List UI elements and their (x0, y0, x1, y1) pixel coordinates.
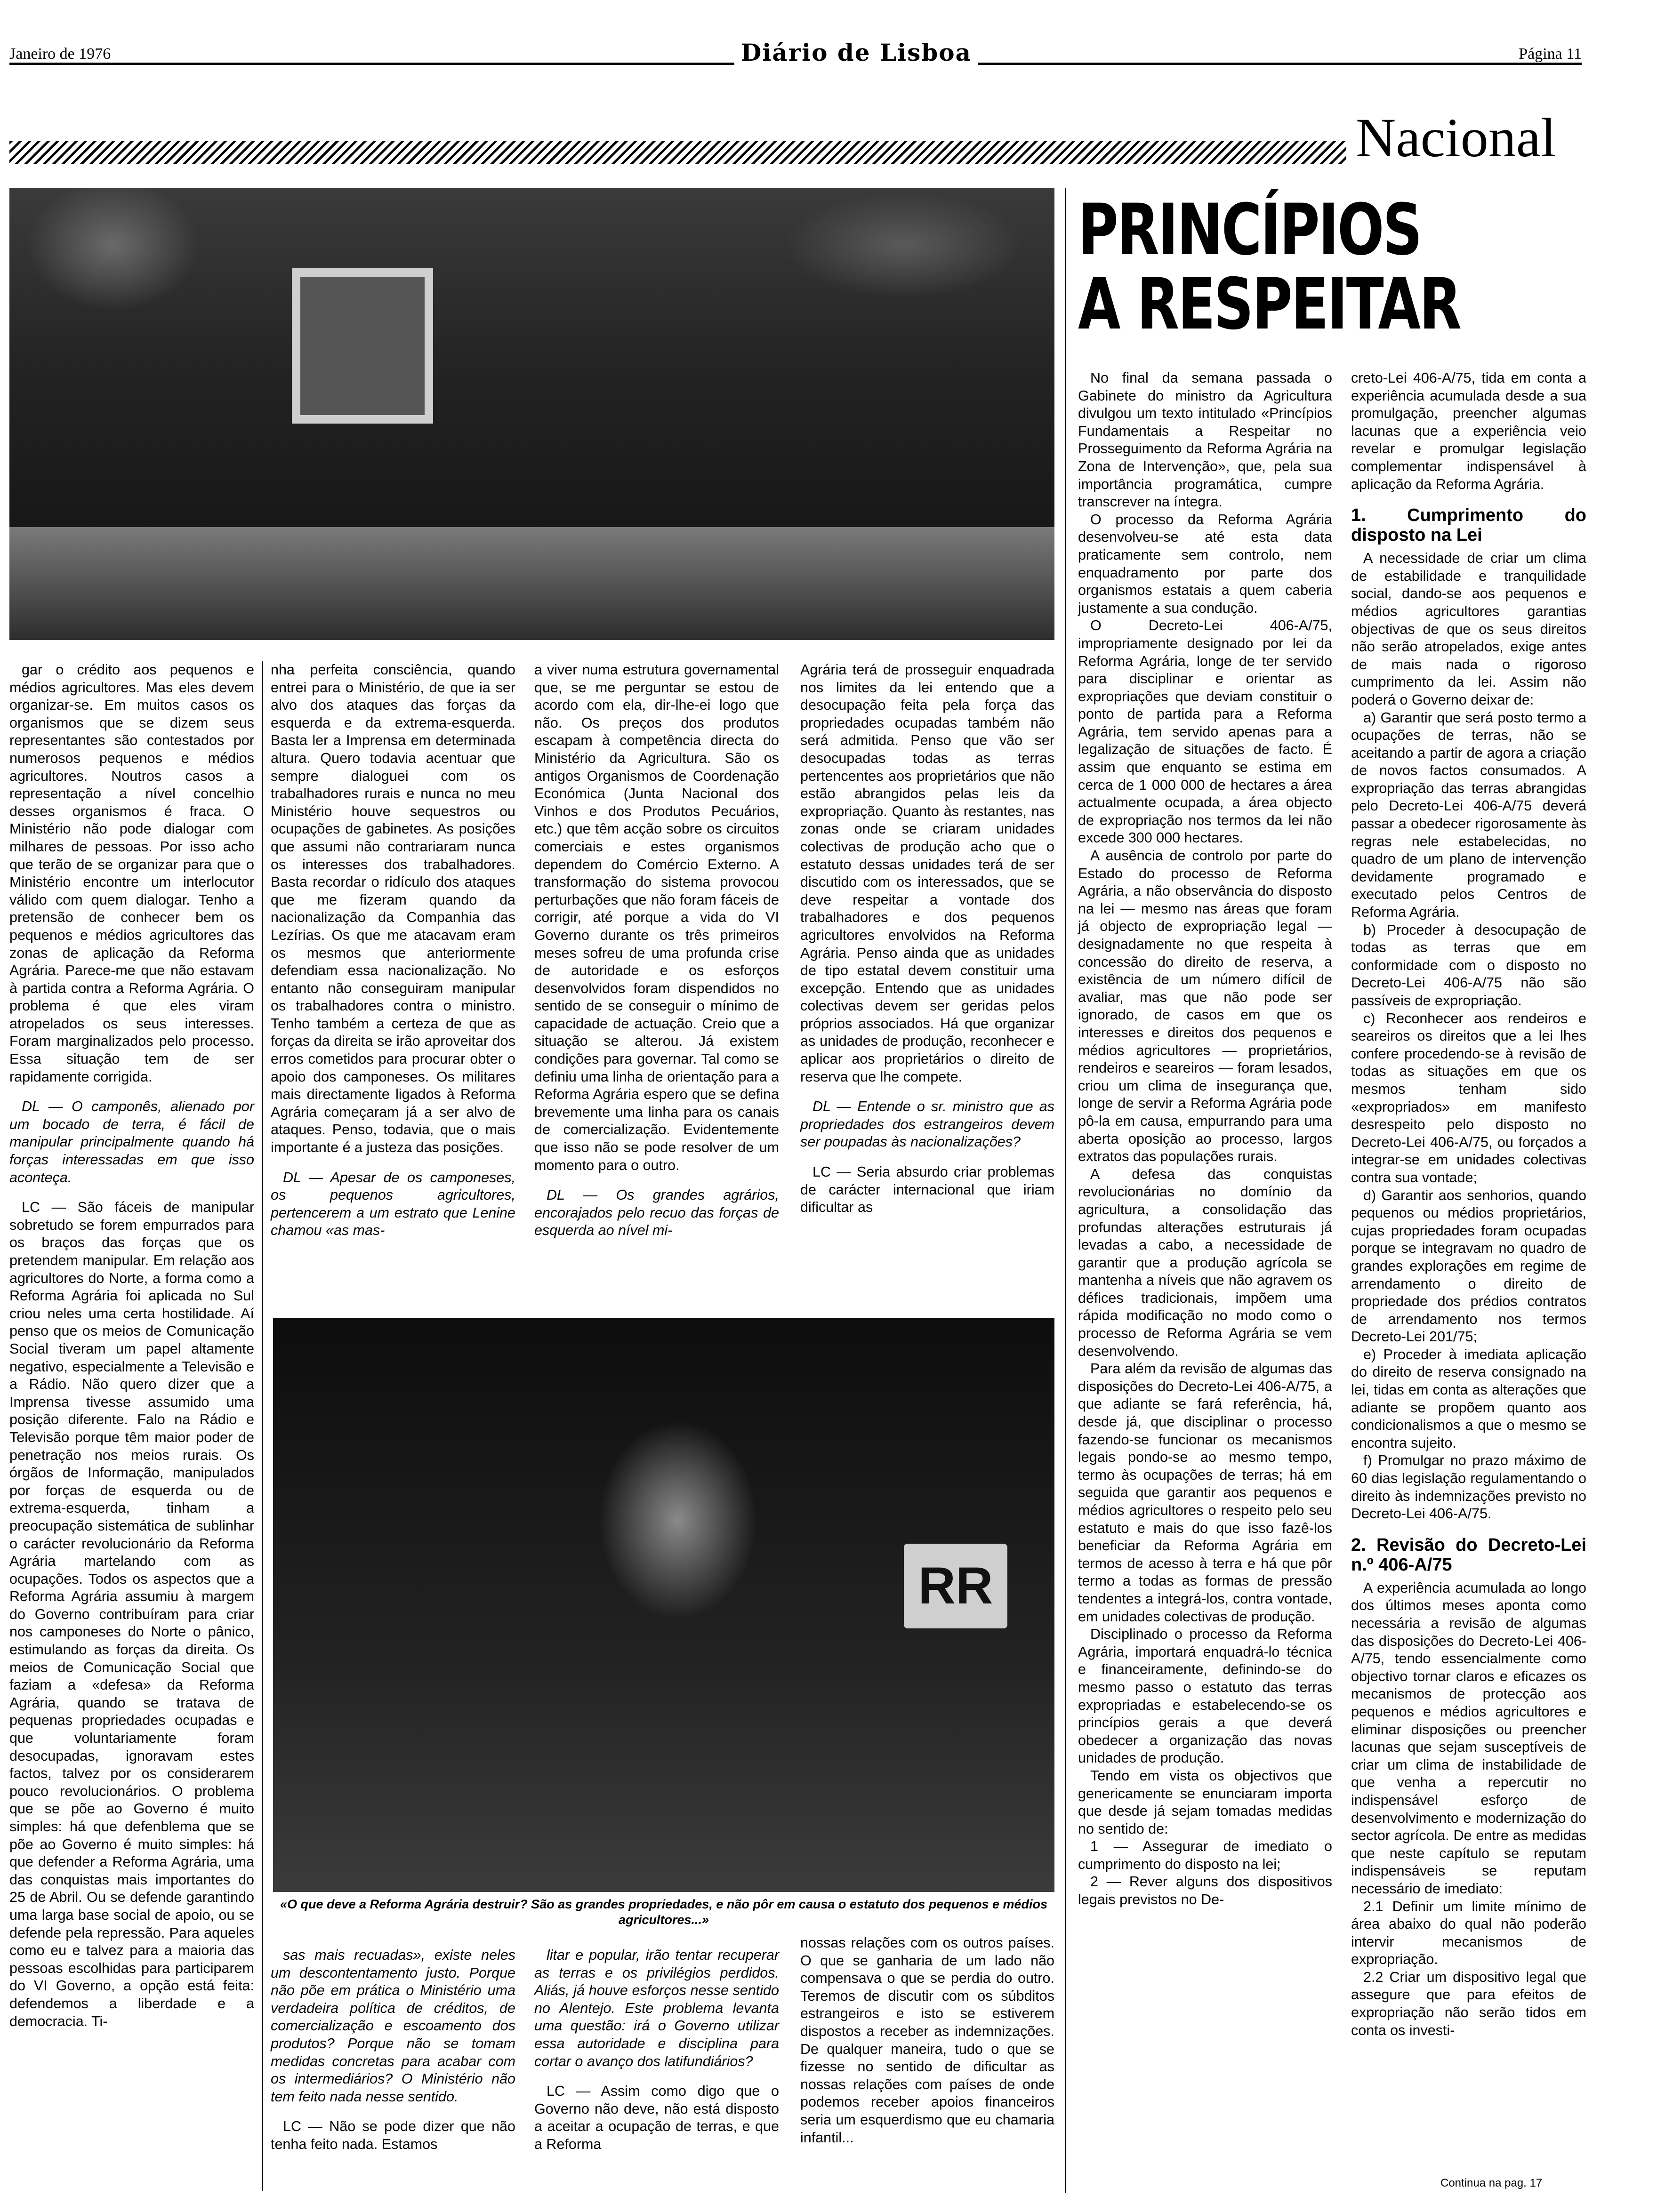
interview-column-3-bottom (534, 1934, 779, 2198)
paragraph: a) Garantir que será posto termo a ocupações de terras, não se aceitando a partir de agora a criação de novos factos consumados. A expropriação das terras abrangidas pelo Decreto-Lei 406-A/75 deverá passar a obedecer rigorosamente às regras nele estabelecidas, no quadro de um plano de intervenção devidamente programado e executado pelos Centros de Reforma Agrária. (1351, 709, 1586, 921)
section-band (9, 141, 1346, 164)
interview-question: DL — Entende o sr. ministro que as propriedades dos estrangeiros devem ser poupadas às nacionalizações? (800, 1098, 1054, 1150)
section-heading: 2. Revisão do Decreto-Lei n.º 406-A/75 (1351, 1535, 1586, 1575)
article-column-1 (1078, 369, 1332, 2196)
paragraph: O processo da Reforma Agrária desenvolveu-se até esta data praticamente sem controlo, nem enquadramento por parte dos organismos estatais a quem caberia justamente a sua condução. (1078, 511, 1332, 616)
article-title: PRINCÍPIOS A RESPEITAR (1078, 189, 1460, 345)
paragraph: Tendo em vista os objectivos que genericamente se enunciaram importa que desde já sejam tomadas medidas no sentido de: (1078, 1767, 1332, 1837)
paragraph: A ausência de controlo por parte do Estado do processo de Reforma Agrária, a não observância do disposto na lei — mesmo nas áreas que foram já objecto de expropriação legal — designadamente no que respeita à concessão do direito de reserva, a existência de um número difícil de avaliar, mas que não pode ser ignorado, de casos em que os interesses e direitos dos pequenos e médios agricultores — proprietários, rendeiros e seareiros — foram lesados, criou um clima de insegurança que, longe de servir a Reforma Agrária pode pô-la em causa, empurrando para uma aberta oposição ao processo, largos extratos das populações rurais. (1078, 848, 1332, 1165)
photo-table-detail (9, 527, 1054, 640)
microphone-detail: RR (904, 1544, 1007, 1628)
paragraph: 1 — Assegurar de imediato o cumprimento do disposto na lei; (1078, 1838, 1332, 1872)
paragraph: 2 — Rever alguns dos dispositivos legais previstos no De- (1078, 1874, 1332, 1908)
column-rule (262, 661, 263, 2191)
interview-question: DL — Os grandes agrários, encorajados pelo recuo das forças de esquerda ao nível mi- (534, 1187, 779, 1239)
paragraph: LC — Não se pode dizer que não tenha feito nada. Estamos (271, 2118, 515, 2152)
issue-date: Janeiro de 1976 (9, 45, 111, 63)
interview-question: sas mais recuadas», existe neles um descontentamento justo. Porque não põe em prática o Ministério uma verdadeira política de créditos, de comercialização e escoamento dos produtos? Porque não se tomam medidas concretas para acabar com os intermediários? O Ministério não tem feito nada nesse sentido. (271, 1947, 515, 2105)
section-heading: 1. Cumprimento do disposto na Lei (1351, 505, 1586, 545)
paragraph: gar o crédito aos pequenos e médios agricultores. Mas eles devem organizar-se. Em muitos casos os organismos que se dizem seus representantes são contestados por numerosos pequenos e médios agricultores. Noutros casos a representação a nível concelhio desses organismos é fraca. O Ministério não pode dialogar com milhares de pessoas. Por isso acho que terão de se organizar para que o Ministério encontre um interlocutor válido com quem dialogar. Tenho a pretensão de conhecer bem os pequenos e médios agricultores das zonas de aplicação da Reforma Agrária. Parece-me que não estavam à partida contra a Reforma Agrária. O problema é que eles viram atropelados os seus interesses. Foram marginalizados pelo processo. Essa situação tem de ser rapidamente corrigida. (9, 662, 254, 1085)
photo-window-detail (292, 268, 433, 424)
interview-column-3 (534, 661, 779, 1306)
paragraph: A necessidade de criar um clima de estabilidade e tranquilidade social, dando-se aos pequenos e médios agricultores garantias objectivas de que os seus direitos não serão atropelados, exige antes de mais nada o rigoroso cumprimento da lei. Assim não poderá o Governo deixar de: (1351, 550, 1586, 708)
article-column-2 (1351, 369, 1586, 2172)
paragraph: No final da semana passada o Gabinete do ministro da Agricultura divulgou um texto intitulado «Princípios Fundamentais a Respeitar no Prosseguimento da Reforma Agrária na Zona de Intervenção», que, pela sua importância programática, cumpre transcrever na íntegra. (1078, 370, 1332, 510)
paragraph: f) Promulgar no prazo máximo de 60 dias legislação regulamentando o direito às indemnizações previsto no Decreto-Lei 406-A/75. (1351, 1452, 1586, 1522)
meeting-photo (9, 188, 1054, 640)
paragraph: creto-Lei 406-A/75, tida em conta a experiência acumulada desde a sua promulgação, preencher algumas lacunas que a experiência veio revelar e promulgar legislação complementar indispensável à aplicação da Reforma Agrária. (1351, 370, 1586, 492)
interview-question: DL — O camponês, alienado por um bocado de terra, é fácil de manipular principalmente quando há forças interessadas em que isso aconteça. (9, 1098, 254, 1186)
page-header (9, 8, 1582, 65)
paragraph: Para além da revisão de algumas das disposições do Decreto-Lei 406-A/75, a que adiante se fará referência, há, desde já, que disciplinar o processo fazendo-se funcionar os mecanismos legais pondo-se ao mesmo tempo, termo às ocupações de terras; há em seguida que garantir aos pequenos e médios agricultores o respeito pelo seu estatuto e mais do que isso fazê-los beneficiar da Reforma Agrária em termos de acesso à terra e há que pôr termo a todas as formas de pressão tendentes a integrá-los, contra vontade, em unidades colectivas de produção. (1078, 1361, 1332, 1625)
page-number: Página 11 (1519, 45, 1582, 63)
paragraph: e) Proceder à imediata aplicação do direito de reserva consignado na lei, tidas em conta as alterações que adiante se propõem quanto aos condicionalismos a que o mesmo se encontra sujeito. (1351, 1346, 1586, 1451)
interview-column-4 (800, 661, 1054, 1306)
paragraph: nha perfeita consciência, quando entrei para o Ministério, de que ia ser alvo dos ataques das forças da esquerda e da extrema-esquerda. Basta ler a Imprensa em determinada altura. Quero todavia acentuar que sempre dialoguei com os trabalhadores rurais e nunca no meu Ministério houve sequestros ou ocupações de gabinetes. As posições que assumi não contrariaram nunca os interesses dos trabalhadores. Basta recordar o ridículo dos ataques que me fizeram quando da nacionalização da Companhia das Lezírias. Os que me atacavam eram os mesmos que anteriormente defendiam essa nacionalização. No entanto não conseguiram manipular os trabalhadores contra o ministro. Tenho também a certeza de que as forças da direita se irão aproveitar dos erros cometidos para procurar obter o apoio dos camponeses. Os militares mais directamente ligados à Reforma Agrária começaram já a ser alvo de ataques. Penso, todavia, que o mais importante é a justeza das posições. (271, 662, 515, 1156)
paragraph: d) Garantir aos senhorios, quando pequenos ou médios proprietários, cujas propriedades foram ocupadas porque se integravam no quadro de grandes explorações em regime de arrendamento o direito de propriedade dos prédios contratos de arrendamento nos termos Decreto-Lei 201/75; (1351, 1187, 1586, 1345)
paragraph: LC — São fáceis de manipular sobretudo se forem empurrados para os braços das forças que os pretendem manipular. Em relação aos agricultores do Norte, a forma como a Reforma Agrária foi aplicada no Sul criou neles uma certa hostilidade. Aí penso que os meios de Comunicação Social tiveram um papel altamente negativo, especialmente a Televisão e a Rádio. Não quero dizer que a Imprensa tivesse assumido uma posição diferente. Falo na Rádio e Televisão porque têm maior poder de penetração nos meios rurais. Os órgãos de Informação, manipulados por forças de esquerda ou de extrema-esquerda, tinham a preocupação sistemática de sublinhar o carácter revolucionário da Reforma Agrária martelando com as ocupações. Todos os aspectos que a Reforma Agrária assumiu à margem do Governo contribuíram para criar nos camponeses do Norte o pânico, estimulando as forças da direita. Os meios de Comunicação Social que faziam a «defesa» da Reforma Agrária, quando se tratava de pequenas propriedades ocupadas e que voluntariamente foram desocupadas, ignoravam estes factos, talvez por os considerarem pouco revolucionários. O problema que se põe ao Governo é muito simples: há que defenblema que se põe ao Governo é muito simples: há que defender a Reforma Agrária, uma das conquistas mais importantes do 25 de Abril. Ou se defende garantindo uma larga base social de apoio, ou se defende pela repressão. Para aqueles como eu e talvez para a maioria das pessoas escolhidas para participarem do VI Governo, a opção está feita: defendemos a liberdade e a democracia. Ti- (9, 1199, 254, 2029)
paragraph: b) Proceder à desocupação de todas as terras que em conformidade com o disposto no Decreto-Lei 406-A/75 não são passíveis de expropriação. (1351, 922, 1586, 1009)
paragraph: LC — Assim como digo que o Governo não deve, não está disposto a aceitar a ocupação de terras, e que a Reforma (534, 2083, 779, 2152)
paragraph: nossas relações com os outros países. O que se ganharia de um lado não compensava o que se perdia do outro. Teremos de discutir com os súbditos estrangeiros e isto se estiverem dispostos a receber as indemnizações. De qualquer maneira, tudo o que se fizesse no sentido de dificultar as nossas relações com países de onde podemos receber apoios financeiros seria um esquerdismo que eu chamaria infantil... (800, 1935, 1054, 2146)
masthead: Diário de Lisboa (734, 39, 978, 66)
paragraph: 2.2 Criar um dispositivo legal que assegure que para efeitos de expropriação não serão tidos em conta os investi- (1351, 1969, 1586, 2038)
paragraph: LC — Seria absurdo criar problemas de carácter internacional que iriam dificultar as (800, 1164, 1054, 1216)
paragraph: A defesa das conquistas revolucionárias no domínio da agricultura, a consolidação das profundas alterações estruturais já levadas a cabo, a necessidade de garantir que a produção agrícola se mantenha a níveis que não agravem os défices tradicionais, impõem uma rápida modificação no modo como o processo de Reforma Agrária se vem desenvolvendo. (1078, 1166, 1332, 1359)
column-rule (1065, 188, 1066, 2193)
paragraph: c) Reconhecer aos rendeiros e seareiros os direitos que a lei lhes confere procedendo-se à revisão de todas as situações em que os mesmos tenham sido «expropriados» em manifesto desrespeito pelo disposto no Decreto-Lei 406-A/75, ou forçados a integrar-se em unidades colectivas contra sua vontade; (1351, 1010, 1586, 1186)
minister-photo (273, 1318, 1054, 1892)
paragraph: O Decreto-Lei 406-A/75, impropriamente designado por lei da Reforma Agrária, longe de ter servido para disciplinar e orientar as expropriações que deviam constituir o ponto de partida para a Reforma Agrária, tem servido apenas para a legalização de situações de facto. É assim que enquanto se estima em cerca de 1 000 000 de hectares a área actualmente ocupada, a área objecto de expropriação nos termos da lei não excede 300 000 hectares. (1078, 617, 1332, 846)
paragraph: Disciplinado o processo da Reforma Agrária, importará enquadrá-lo técnica e financeiramente, definindo-se do mesmo passo o estatuto das terras expropriadas e estabelecendo-se os princípios gerais a que deverá obedecer a organização das novas unidades de produção. (1078, 1626, 1332, 1766)
paragraph: a viver numa estrutura governamental que, se me perguntar se estou de acordo com ela, dir-lhe-ei logo que não. Os preços dos produtos escapam à competência directa do Ministério da Agricultura. São os antigos Organismos de Coordenação Económica (Junta Nacional dos Vinhos e dos Produtos Pecuários, etc.) que têm acção sobre os circuitos comerciais e estes organismos dependem do Comércio Externo. A transformação do sistema provocou perturbações que não foram fáceis de corrigir, até porque a vida do VI Governo durante os três primeiros meses sofreu de uma profunda crise de autoridade e os esforços desenvolvidos foram dispendidos no sentido de se conseguir o mínimo de capacidade de actuação. Creio que a situação se alterou. Já existem condições para governar. Tal como se definiu uma linha de orientação para a Reforma Agrária espero que se defina brevemente uma linha para os canais de comercialização. Evidentemente que isso não se pode resolver de um momento para o outro. (534, 662, 779, 1173)
interview-column-1 (9, 661, 254, 2029)
interview-question: litar e popular, irão tentar recuperar as terras e os privilégios perdidos. Aliás, já houve esforços nesse sentido no Alentejo. Este problema levanta uma questão: irá o Governo utilizar essa autoridade e disciplina para cortar o avanço dos latifundiários? (534, 1947, 779, 2069)
paragraph: A experiência acumulada ao longo dos últimos meses aponta como necessária a revisão de algumas das disposições do Decreto-Lei 406-A/75, tendo essencialmente como objectivo tornar claros e eficazes os mecanismos de protecção aos pequenos e médios agricultores e eliminar disposições ou preencher lacunas que sejam susceptíveis de criar um clima de instabilidade de que venha a repercutir no indispensável esforço de desenvolvimento e modernização do sector agrícola. De entre as medidas que neste capítulo se reputam indispensáveis se reputam necessário de imediato: (1351, 1579, 1586, 1897)
interview-question: DL — Apesar de os camponeses, os pequenos agricultores, pertencerem a um estrato que Lenine chamou «as mas- (271, 1169, 515, 1239)
interview-column-2-bottom (271, 1934, 515, 2198)
paragraph: Agrária terá de prosseguir enquadrada nos limites da lei entendo que a desocupação feita pela força das propriedades ocupadas também não será admitida. Penso que vão ser desocupadas todas as terras pertencentes aos proprietários que não estão abrangidos pelas leis da expropriação. Quanto às restantes, nas zonas onde se criaram unidades colectivas de produção acho que o estatuto dessas unidades terá de ser discutido com os interessados, que se deve respeitar a vontade dos trabalhadores e dos pequenos agricultores envolvidos na Reforma Agrária. Penso ainda que as unidades de tipo estatal devem constituir uma excepção. Entendo que as unidades colectivas devem ser geridas pelos próprios associados. Há que organizar as unidades de produção, reconhecer e aplicar aos proprietários o direito de reserva que lhe compete. (800, 662, 1054, 1085)
section-title: Nacional (1356, 107, 1556, 168)
interview-column-4-bottom (800, 1934, 1054, 2198)
photo-caption: «O que deve a Reforma Agrária destruir? São as grandes propriedades, e não pôr em causa o estatuto dos pequenos e médios agricultores...» (280, 1897, 1047, 1927)
continued-note: Continua na pag. 17 (1440, 2177, 1543, 2189)
interview-column-2 (271, 661, 515, 1306)
paragraph: 2.1 Definir um limite mínimo de área abaixo do qual não poderão intervir mecanismos de expropriação. (1351, 1898, 1586, 1968)
